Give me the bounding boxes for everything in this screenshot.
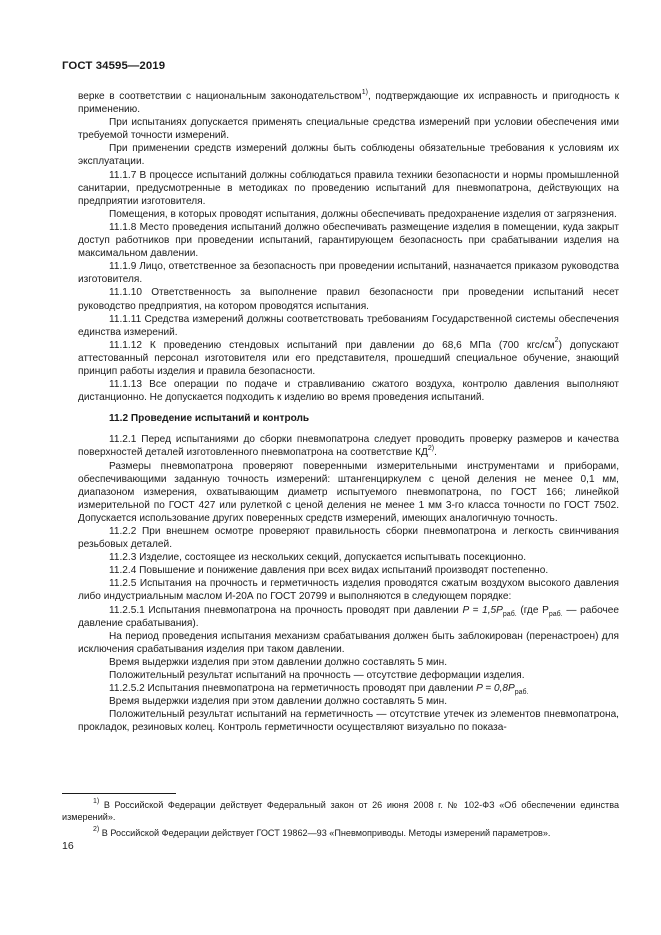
paragraph: 11.1.9 Лицо, ответственное за безопасность при проведении испытаний, назначается приказом руководства изготовителя. — [78, 261, 619, 286]
page-number: 16 — [62, 840, 74, 852]
formula: P = 0,8P — [476, 683, 515, 695]
footnote-divider — [62, 793, 176, 794]
footnotes — [62, 799, 619, 844]
document-header: ГОСТ 34595—2019 — [62, 60, 166, 72]
formula: P = 1,5P — [462, 604, 503, 616]
paragraph: На период проведения испытания механизм срабатывания должен быть заблокирован (перенастроен) для исключения срабатывания изделия при таком давлении. — [78, 630, 619, 655]
paragraph: 11.1.11 Средства измерений должны соответствовать требованиям Государственной системы обеспечения единства измерений. — [78, 313, 619, 338]
paragraph: Положительный результат испытаний на прочность — отсутствие деформации изделия. — [109, 670, 525, 682]
footnote-ref[interactable]: 1) — [361, 88, 368, 96]
paragraph: При испытаниях допускается применять специальные средства измерений при условии обеспечения ими требуемой точности измерений. — [78, 117, 619, 142]
paragraph: 11.2.4 Повышение и понижение давления при всех видах испытаний производят постепенно. — [109, 565, 549, 577]
paragraph: Размеры пневмопатрона проверяют поверенными измерительными инструментами и приборами, обеспечивающими заданную точность измерений: штангенциркулем с ценой деления не менее 0,1 мм, диапазоном измерения, охватывающим диаметр испытуемого пневмопатрона, по ГОСТ 166; линейкой измерительной по ГОСТ 427 или рулеткой с ценой деления не менее 1 мм 3-го класса точности по ГОСТ 7502. Допускается использование других поверенных средств измерений, имеющих аналогичную точность. — [78, 460, 619, 524]
paragraph: 11.2.2 При внешнем осмотре проверяют правильность сборки пневмопатрона и легкость свинчивания резьбовых деталей. — [78, 526, 619, 551]
footnote: $^{1)}$ В Российской Федерации действует Федеральный закон от 26 июня 2008 г. № 102-ФЗ «Об обеспечении единства измерений». — [62, 797, 619, 823]
paragraph: 11.1.13 Все операции по подаче и стравливанию сжатого воздуха, контролю давления выполняют дистанционно. Не допускается подходить к изделию во время проведения испытаний. — [78, 379, 619, 404]
footnote-ref[interactable]: 2) — [427, 445, 435, 453]
paragraph: 11.2.3 Изделие, состоящее из нескольких секций, допускается испытывать посекционно. — [109, 552, 527, 564]
paragraph: верке в соответствии с национальным законодательством$^{1)}$, подтверждающие их исправность и пригодность к применению. — [78, 88, 619, 116]
paragraph: Время выдержки изделия при этом давлении должно составлять 5 мин. — [109, 696, 448, 708]
paragraph: Время выдержки изделия при этом давлении должно составлять 5 мин. — [109, 656, 448, 668]
paragraph: 11.1.7 В процессе испытаний должны соблюдаться правила техники безопасности и нормы промышленной санитарии, предусмотренные в методиках по проведению испытаний для пневмопатрона, действующих на предприятии изготовителя. — [78, 169, 619, 207]
paragraph: Положительный результат испытаний на герметичность — отсутствие утечек из элементов пневмопатрона, прокладок, резиновых колец. Контроль герметичности осуществляют визуально по показа- — [78, 709, 619, 734]
paragraph: 11.2.5.2 Испытания пневмопатрона на герметичность проводят при давлении $P = 0,8P_{раб.}$ — [109, 683, 529, 697]
paragraph: 11.2.5 Испытания на прочность и герметичность изделия проводятся сжатым воздухом высокого давления либо индустриальным маслом И-20А по ГОСТ 20799 и выполняются в следующем порядке: — [78, 578, 619, 603]
paragraph: При применении средств измерений должны быть соблюдены обязательные требования к условиям их эксплуатации. — [78, 143, 619, 168]
footnote: $^{2)}$ В Российской Федерации действует ГОСТ 19862—93 «Пневмоприводы. Методы измерений параметров». — [93, 826, 551, 839]
paragraph: 11.1.8 Место проведения испытаний должно обеспечивать размещение изделия в помещении, куда закрыт доступ работников при проведении испытаний, гарантирующем безопасность при срабатывании изделия на максимальном давлении. — [78, 221, 619, 260]
paragraph: 11.1.12 К проведению стендовых испытаний при давлении до 68,6 МПа (700 кгс/$см^2$) допускают аттестованный персонал изготовителя или его представителя, прошедший специальное обучение, знающий принцип работы изделия и правила безопасности. — [78, 337, 619, 377]
paragraph: 11.2.1 Перед испытаниями до сборки пневмопатрона следует проводить проверку размеров и качества поверхностей деталей изготовленного пневмопатрона на соответствие КД$^{2)}$. — [78, 434, 619, 459]
paragraph: Помещения, в которых проводят испытания, должны обеспечивать предохранение изделия от загрязнения. — [109, 208, 617, 220]
section-heading: 11.2 Проведение испытаний и контроль — [109, 413, 310, 425]
document-body — [78, 90, 619, 735]
paragraph: 11.2.5.1 Испытания пневмопатрона на прочность проводят при давлении $P = 1,5P_{раб.}$ (где $P_{раб.}$ — рабочее давление срабатывания). — [78, 604, 619, 629]
paragraph: 11.1.10 Ответственность за выполнение правил безопасности при проведении испытаний несет руководство предприятия, на котором проводятся испытания. — [78, 287, 619, 312]
